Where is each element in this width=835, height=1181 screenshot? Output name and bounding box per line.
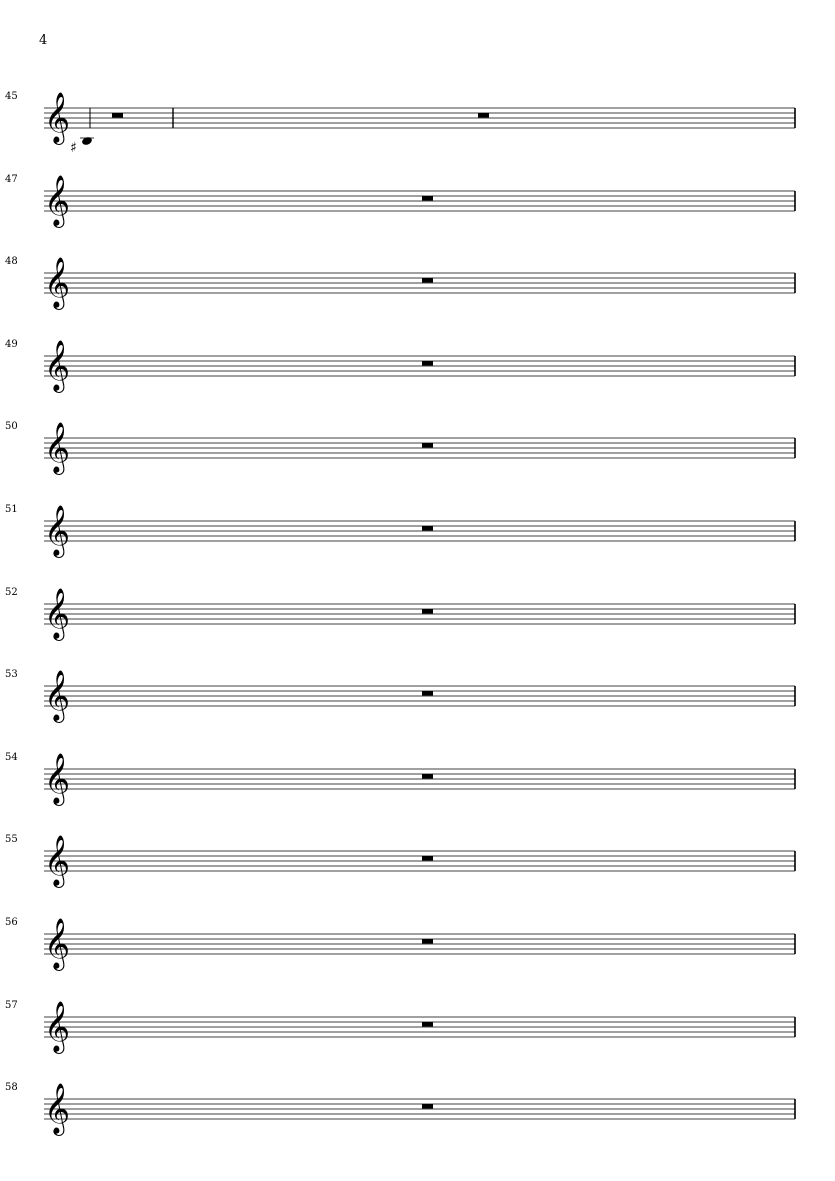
measure-number: 47 — [5, 174, 18, 185]
whole-rest — [422, 856, 433, 861]
note-head — [81, 136, 93, 146]
staff-system — [5, 174, 795, 228]
treble-clef-icon: 𝄞 — [44, 92, 71, 143]
treble-clef-icon: 𝄞 — [44, 588, 71, 639]
whole-rest — [422, 939, 433, 944]
whole-rest — [422, 1104, 433, 1109]
measure-number: 58 — [5, 1082, 18, 1093]
treble-clef-icon: 𝄞 — [44, 753, 71, 804]
measure-number: 55 — [5, 834, 18, 845]
whole-rest — [422, 361, 433, 366]
treble-clef-icon: 𝄞 — [44, 175, 71, 226]
measure-number: 50 — [5, 421, 18, 432]
whole-rest — [422, 774, 433, 779]
staff-system — [5, 587, 795, 641]
treble-clef-icon: 𝄞 — [44, 422, 71, 473]
sharp-icon: ♯ — [70, 140, 77, 156]
staff-system — [5, 339, 795, 393]
measure-number: 52 — [5, 587, 18, 598]
measure-number: 56 — [5, 917, 18, 928]
whole-rest — [422, 1022, 433, 1027]
treble-clef-icon: 𝄞 — [44, 505, 71, 556]
whole-rest — [422, 526, 433, 531]
measure-number: 45 — [5, 91, 18, 102]
staff-system — [5, 1082, 795, 1136]
treble-clef-icon: 𝄞 — [44, 670, 71, 721]
measure-number: 51 — [5, 504, 18, 515]
whole-rest — [422, 196, 433, 201]
staff-system — [5, 669, 795, 723]
whole-rest — [422, 609, 433, 614]
measure-number: 53 — [5, 669, 18, 680]
staff-system — [5, 256, 795, 310]
staff-system — [5, 504, 795, 558]
whole-rest — [112, 113, 123, 118]
staff-system — [5, 752, 795, 806]
treble-clef-icon: 𝄞 — [44, 1083, 71, 1134]
staff-system — [5, 1000, 795, 1054]
staff-system — [5, 917, 795, 971]
measure-number: 54 — [5, 752, 18, 763]
measure-number: 49 — [5, 339, 18, 350]
whole-rest — [422, 443, 433, 448]
staff-system — [5, 834, 795, 888]
treble-clef-icon: 𝄞 — [44, 1001, 71, 1052]
treble-clef-icon: 𝄞 — [44, 918, 71, 969]
treble-clef-icon: 𝄞 — [44, 835, 71, 886]
measure-number: 48 — [5, 256, 18, 267]
page-number: 4 — [39, 33, 48, 48]
treble-clef-icon: 𝄞 — [44, 340, 71, 391]
staff-system — [5, 421, 795, 475]
whole-rest — [478, 113, 489, 118]
whole-rest — [422, 691, 433, 696]
treble-clef-icon: 𝄞 — [44, 257, 71, 308]
whole-rest — [422, 278, 433, 283]
measure-number: 57 — [5, 1000, 18, 1011]
staff-system — [5, 91, 795, 156]
